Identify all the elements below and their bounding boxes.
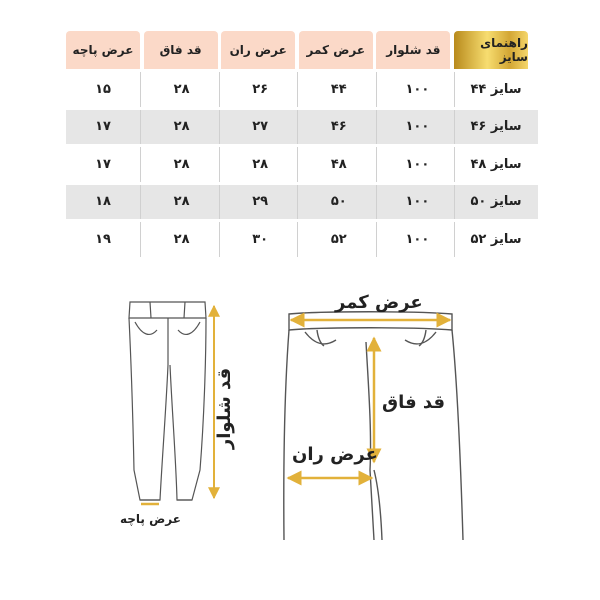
header-waist-width: عرض کمر	[299, 31, 373, 69]
header-size-guide: راهنمای سایز	[454, 31, 528, 69]
cell-rise: ۲۸	[145, 72, 220, 107]
cell-hem: ۱۹	[66, 222, 141, 257]
cell-length: ۱۰۰	[380, 185, 455, 220]
cell-length: ۱۰۰	[380, 110, 455, 145]
cell-size: سایز ۴۶	[470, 119, 522, 135]
cell-rise: ۲۸	[145, 185, 220, 220]
cell-size: سایز ۴۸	[470, 156, 522, 172]
cell-rise: ۲۸	[145, 110, 220, 145]
label-rise: قد فاق	[382, 392, 446, 413]
label-waist-width: عرض کمر	[335, 292, 423, 313]
cell-waist: ۴۴	[302, 72, 377, 107]
cell-thigh: ۲۷	[223, 110, 298, 145]
cell-waist: ۴۶	[302, 110, 377, 145]
cell-rise: ۲۸	[145, 147, 220, 182]
cell-hem: ۱۷	[66, 110, 141, 145]
cell-size: سایز ۵۰	[470, 194, 522, 210]
header-thigh-width: عرض ران	[221, 31, 295, 69]
cell-thigh: ۲۹	[223, 185, 298, 220]
cell-length: ۱۰۰	[380, 222, 455, 257]
header-length: قد شلوار	[376, 31, 450, 69]
cell-hem: ۱۵	[66, 72, 141, 107]
label-hem-width: عرض پاچه	[120, 512, 181, 526]
full-pants-outline	[129, 302, 206, 500]
cell-waist: ۵۲	[302, 222, 377, 257]
cell-size: سایز ۴۴	[470, 81, 522, 97]
cell-hem: ۱۸	[66, 185, 141, 220]
cell-hem: ۱۷	[66, 147, 141, 182]
cell-length: ۱۰۰	[380, 147, 455, 182]
label-length: قد شلوار	[214, 367, 236, 450]
cell-thigh: ۲۶	[223, 72, 298, 107]
cell-length: ۱۰۰	[380, 72, 455, 107]
cell-thigh: ۲۸	[223, 147, 298, 182]
cell-rise: ۲۸	[145, 222, 220, 257]
header-hem-width: عرض پاچه	[66, 31, 140, 69]
cell-waist: ۴۸	[302, 147, 377, 182]
label-thigh-width: عرض ران	[292, 444, 378, 465]
header-rise: قد فاق	[144, 31, 218, 69]
cell-waist: ۵۰	[302, 185, 377, 220]
cell-size: سایز ۵۲	[470, 231, 522, 247]
cell-thigh: ۳۰	[223, 222, 298, 257]
